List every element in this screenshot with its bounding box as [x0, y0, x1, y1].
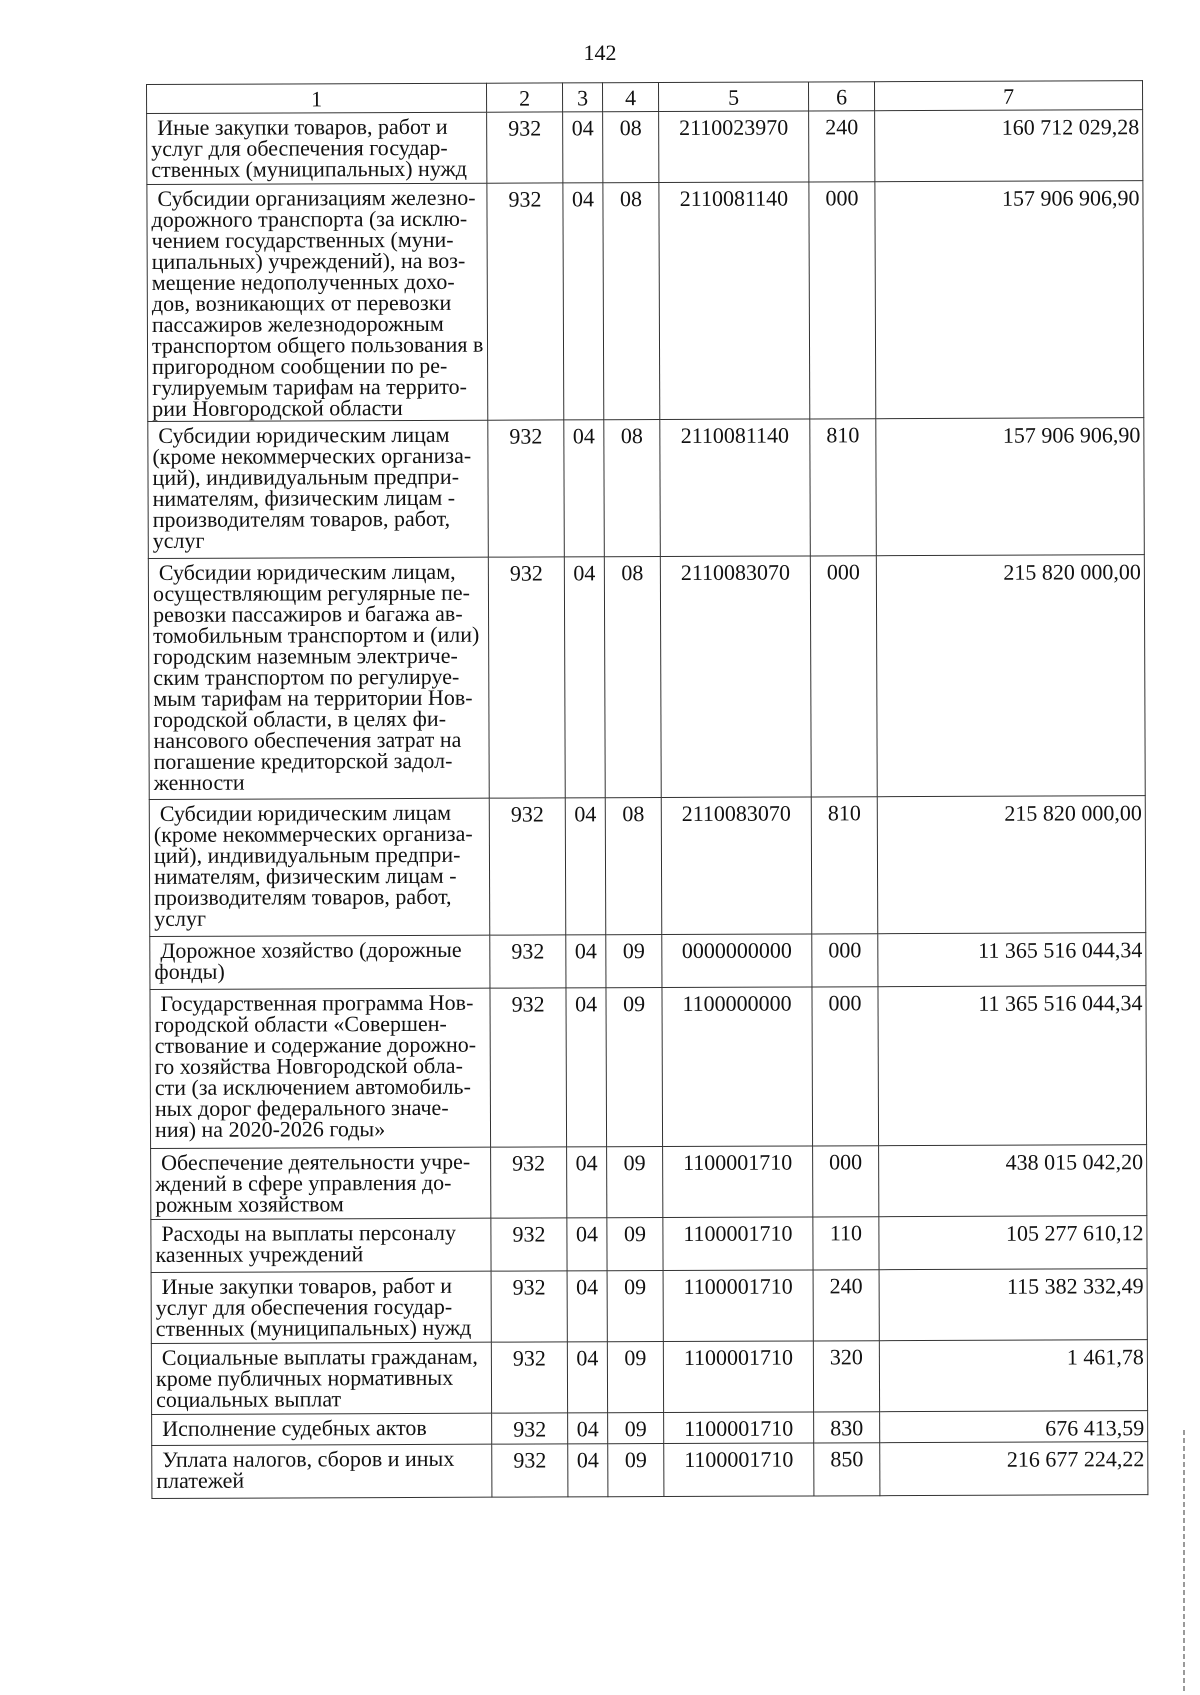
row-amount: 215 820 000,00 — [876, 555, 1145, 797]
row-type: 850 — [814, 1443, 880, 1496]
row-section: 04 — [564, 557, 605, 798]
row-target: 2110023970 — [659, 111, 809, 183]
row-type: 240 — [813, 1270, 879, 1341]
row-code: 932 — [491, 1342, 567, 1413]
row-name: Исполнение судебных актов — [152, 1413, 492, 1445]
table-row — [151, 1340, 1147, 1415]
row-amount: 160 712 029,28 — [875, 110, 1143, 182]
row-name: Обеспечение деятельности учре-ждений в сфере управления до-рожным хозяйством — [151, 1147, 491, 1219]
row-amount: 115 382 332,49 — [879, 1269, 1147, 1341]
row-code: 932 — [488, 420, 565, 557]
row-type: 000 — [809, 182, 876, 419]
row-section: 04 — [567, 1342, 607, 1413]
row-subsection: 09 — [608, 1444, 664, 1497]
budget-table — [146, 80, 1148, 1499]
row-type: 810 — [810, 419, 877, 556]
row-target: 1100001710 — [664, 1412, 814, 1444]
page-number: 142 — [583, 40, 617, 65]
table-row — [148, 555, 1145, 800]
row-amount: 157 906 906,90 — [876, 418, 1145, 556]
table-row — [148, 418, 1145, 559]
row-amount: 438 015 042,20 — [879, 1145, 1147, 1217]
row-code: 932 — [491, 1218, 567, 1271]
header-col-subsection: 4 — [602, 83, 658, 112]
row-type: 000 — [812, 934, 878, 987]
table-row — [147, 110, 1143, 185]
header-col-section: 3 — [562, 83, 602, 112]
row-code: 932 — [487, 183, 564, 420]
header-col-code: 2 — [486, 83, 562, 112]
row-name: Уплата налогов, сборов и иных платежей — [152, 1444, 492, 1498]
row-code: 932 — [490, 935, 566, 988]
row-section: 04 — [563, 183, 604, 420]
row-subsection: 09 — [608, 1413, 664, 1444]
row-target: 0000000000 — [662, 934, 812, 988]
table-row — [151, 1216, 1147, 1273]
row-name: Иные закупки товаров, работ и услуг для обеспечения государ-ственных (муниципальных) нужд — [147, 112, 487, 184]
row-name: Социальные выплаты гражданам, кроме публичных нормативных социальных выплат — [151, 1342, 491, 1414]
row-target: 1100001710 — [663, 1341, 813, 1413]
table-row — [149, 796, 1146, 937]
row-amount: 11 365 516 044,34 — [878, 986, 1147, 1146]
row-code: 932 — [492, 1444, 568, 1497]
row-name: Субсидии юридическим лицам (кроме некоммерческих организа-ций), индивидуальным предпри-нимателям, физическим лицам - производителям товаров, работ, услуг — [149, 798, 490, 936]
row-subsection: 08 — [605, 798, 662, 935]
row-section: 04 — [564, 420, 605, 557]
row-name: Расходы на выплаты персоналу казенных учреждений — [151, 1218, 491, 1272]
row-subsection: 09 — [607, 1271, 663, 1342]
row-target: 2110083070 — [661, 797, 812, 935]
row-section: 04 — [567, 1271, 607, 1342]
row-code: 932 — [491, 1271, 567, 1342]
header-col-type: 6 — [808, 82, 874, 111]
row-amount: 157 906 906,90 — [875, 181, 1144, 419]
row-target: 1100001710 — [663, 1270, 813, 1342]
row-name: Дорожное хозяйство (дорожные фонды) — [150, 935, 490, 989]
table-row — [151, 1145, 1147, 1220]
header-col-name: 1 — [147, 83, 487, 113]
row-type: 810 — [811, 797, 878, 934]
row-name: Субсидии организациям железно-дорожного транспорта (за исклю-чением государственных (муни-ципальных) учреждений), на воз-мещение недополученных дохо-дов, возникающих от перевозки пассажиров железнодорожным транспортом общего пользования в пригородном сообщении по ре-гулируемым тарифам на террито-рии Новгородской области — [147, 183, 488, 421]
row-amount: 215 820 000,00 — [877, 796, 1146, 934]
row-section: 04 — [566, 935, 606, 988]
row-section: 04 — [568, 1413, 608, 1444]
row-type: 000 — [813, 1146, 879, 1217]
row-amount: 11 365 516 044,34 — [878, 933, 1146, 987]
row-type: 110 — [813, 1217, 879, 1270]
table-row — [152, 1411, 1148, 1446]
row-name: Субсидии юридическим лицам, осуществляющим регулярные пе-ревозки пассажиров и багажа ав-томобильным транспортом и (или) городским наземным электриче-ским транспортом по регулируе-мым тарифам на территории Нов-городской области, в целях фи-нансового обеспечения затрат на погашение кредиторской задол-женности — [148, 557, 489, 799]
row-amount: 1 461,78 — [879, 1340, 1147, 1412]
row-amount: 676 413,59 — [880, 1411, 1148, 1443]
row-code: 932 — [492, 1413, 568, 1444]
row-code: 932 — [488, 557, 565, 798]
row-section: 04 — [567, 1147, 607, 1218]
row-subsection: 09 — [606, 988, 663, 1147]
row-subsection: 08 — [603, 112, 659, 183]
row-subsection: 09 — [607, 1147, 663, 1218]
row-subsection: 09 — [606, 935, 662, 988]
header-col-amount: 7 — [874, 81, 1142, 111]
row-target: 1100001710 — [663, 1146, 813, 1218]
table-row — [152, 1442, 1148, 1499]
row-subsection: 08 — [604, 557, 661, 798]
header-row — [147, 81, 1143, 114]
scan-edge-mark — [1183, 1430, 1185, 1692]
row-name: Иные закупки товаров, работ и услуг для обеспечения государ-ственных (муниципальных) нужд — [151, 1271, 491, 1343]
table-row — [151, 1269, 1147, 1344]
row-target: 1100001710 — [663, 1217, 813, 1271]
row-code: 932 — [489, 798, 566, 935]
row-subsection: 08 — [604, 420, 661, 557]
row-section: 04 — [563, 112, 603, 183]
row-target: 2110083070 — [660, 556, 811, 798]
row-code: 932 — [490, 988, 567, 1147]
table-row — [150, 933, 1146, 990]
row-amount: 216 677 224,22 — [880, 1442, 1148, 1496]
row-target: 2110081140 — [660, 419, 811, 557]
row-amount: 105 277 610,12 — [879, 1216, 1147, 1270]
row-section: 04 — [566, 988, 607, 1147]
row-type: 240 — [809, 111, 875, 182]
row-target: 1100000000 — [662, 987, 813, 1147]
table-header — [147, 81, 1143, 114]
row-target: 2110081140 — [659, 182, 810, 420]
row-type: 000 — [810, 556, 877, 797]
table-row — [147, 181, 1144, 422]
row-subsection: 08 — [603, 183, 660, 420]
table-row — [150, 986, 1147, 1149]
table-body — [147, 110, 1148, 1499]
row-section: 04 — [565, 798, 606, 935]
row-subsection: 09 — [607, 1218, 663, 1271]
row-code: 932 — [491, 1147, 567, 1218]
row-type: 830 — [814, 1412, 880, 1443]
row-section: 04 — [567, 1218, 607, 1271]
header-col-target: 5 — [658, 82, 808, 112]
row-target: 1100001710 — [664, 1443, 814, 1497]
row-section: 04 — [568, 1444, 608, 1497]
row-name: Государственная программа Нов-городской области «Совершен-ствование и содержание дорожно-го хозяйства Новгородской обла-сти (за исключением автомобиль-ных дорог федерального значе-ния) на 2020-2026 годы» — [150, 988, 491, 1148]
row-name: Субсидии юридическим лицам (кроме некоммерческих организа-ций), индивидуальным предпри-нимателям, физическим лицам - производителям товаров, работ, услуг — [148, 420, 489, 558]
row-type: 320 — [813, 1341, 879, 1412]
row-type: 000 — [812, 987, 879, 1146]
row-code: 932 — [487, 112, 563, 183]
row-subsection: 09 — [607, 1342, 663, 1413]
